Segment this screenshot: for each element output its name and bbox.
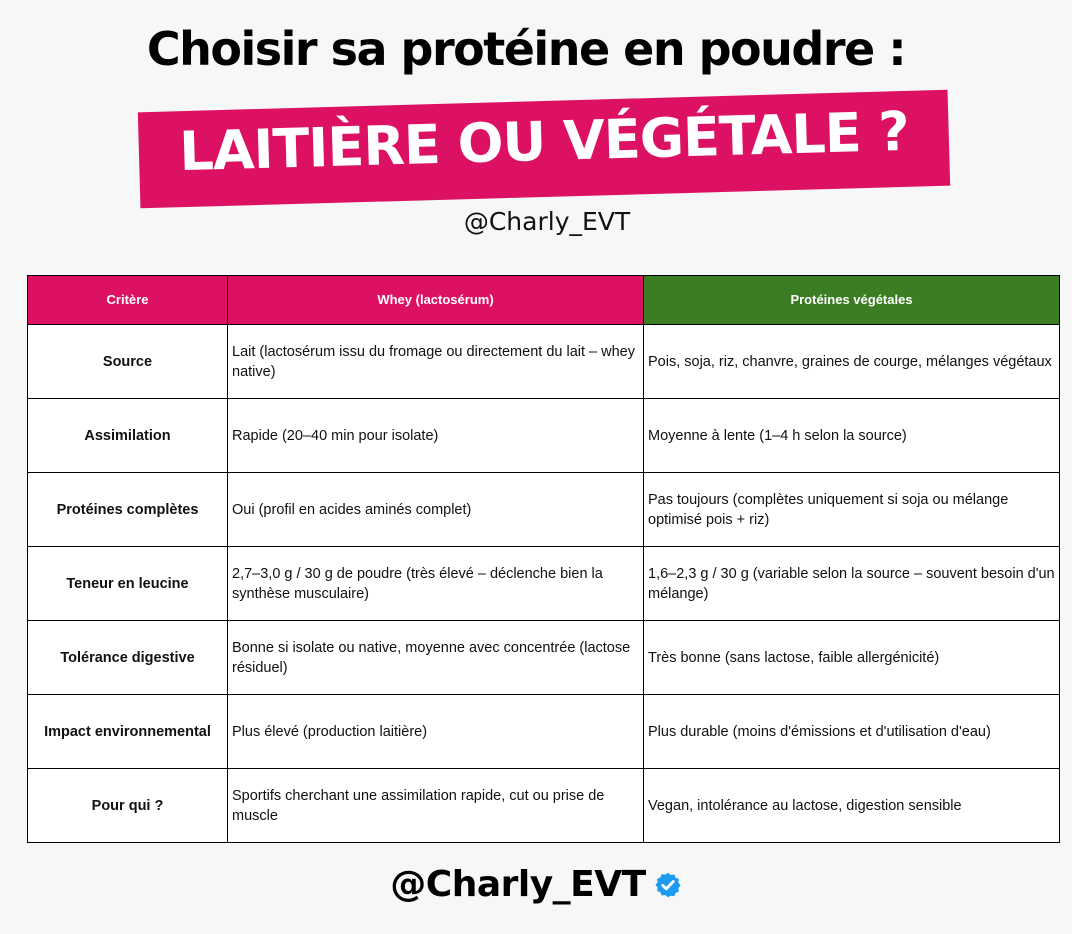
table-row xyxy=(28,695,1060,769)
criterion-cell: Assimilation xyxy=(28,399,228,473)
table-row xyxy=(28,547,1060,621)
criterion-cell: Impact environnemental xyxy=(28,695,228,769)
vegetal-cell: Plus durable (moins d'émissions et d'utilisation d'eau) xyxy=(644,695,1060,769)
criterion-cell: Teneur en leucine xyxy=(28,547,228,621)
whey-cell: Rapide (20–40 min pour isolate) xyxy=(228,399,644,473)
whey-cell: Sportifs cherchant une assimilation rapide, cut ou prise de muscle xyxy=(228,769,644,843)
page-title: Choisir sa protéine en poudre : xyxy=(146,22,906,76)
banner-text: LAITIÈRE OU VÉGÉTALE ? xyxy=(178,99,910,184)
table-header-row xyxy=(28,276,1060,325)
table-row xyxy=(28,325,1060,399)
whey-cell: Plus élevé (production laitière) xyxy=(228,695,644,769)
table-row xyxy=(28,399,1060,473)
table-row xyxy=(28,473,1060,547)
footer xyxy=(0,864,1072,905)
criterion-cell: Source xyxy=(28,325,228,399)
whey-cell: 2,7–3,0 g / 30 g de poudre (très élevé – déclenche bien la synthèse musculaire) xyxy=(228,547,644,621)
footer-handle: @Charly_EVT xyxy=(390,864,646,905)
comparison-table xyxy=(27,275,1060,843)
author-handle: @Charly_EVT xyxy=(463,207,631,236)
header-criterion: Critère xyxy=(28,276,228,325)
criterion-cell: Tolérance digestive xyxy=(28,621,228,695)
vegetal-cell: Moyenne à lente (1–4 h selon la source) xyxy=(644,399,1060,473)
verified-badge-icon xyxy=(654,871,682,899)
whey-cell: Oui (profil en acides aminés complet) xyxy=(228,473,644,547)
vegetal-cell: Vegan, intolérance au lactose, digestion sensible xyxy=(644,769,1060,843)
header-whey: Whey (lactosérum) xyxy=(228,276,644,325)
vegetal-cell: Très bonne (sans lactose, faible allergénicité) xyxy=(644,621,1060,695)
header-vegetal: Protéines végétales xyxy=(644,276,1060,325)
vegetal-cell: Pois, soja, riz, chanvre, graines de courge, mélanges végétaux xyxy=(644,325,1060,399)
whey-cell: Bonne si isolate ou native, moyenne avec concentrée (lactose résiduel) xyxy=(228,621,644,695)
criterion-cell: Protéines complètes xyxy=(28,473,228,547)
criterion-cell: Pour qui ? xyxy=(28,769,228,843)
vegetal-cell: 1,6–2,3 g / 30 g (variable selon la source – souvent besoin d'un mélange) xyxy=(644,547,1060,621)
table-row xyxy=(28,769,1060,843)
table-row xyxy=(28,621,1060,695)
whey-cell: Lait (lactosérum issu du fromage ou directement du lait – whey native) xyxy=(228,325,644,399)
vegetal-cell: Pas toujours (complètes uniquement si soja ou mélange optimisé pois + riz) xyxy=(644,473,1060,547)
